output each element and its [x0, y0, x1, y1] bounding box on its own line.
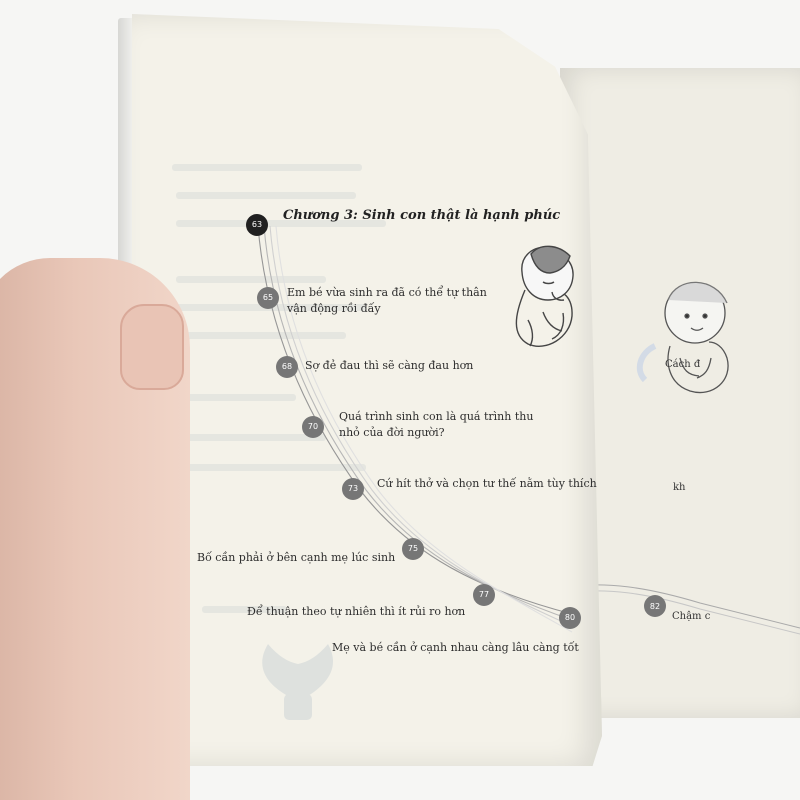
page-badge-77: 77 — [473, 584, 495, 606]
toc-item-73[interactable]: Cứ hít thở và chọn tư thế nằm tùy thích — [377, 477, 597, 490]
chapter-page-badge: 63 — [246, 214, 268, 236]
next-page-text-1: Cách đ — [665, 359, 701, 370]
toc-item-70[interactable] — [339, 409, 533, 441]
page-badge-80: 80 — [559, 607, 581, 629]
page-badge-75: 75 — [402, 538, 424, 560]
page-badge-70: 70 — [302, 416, 324, 438]
toc-item-65-line2: vận động rồi đấy — [287, 302, 381, 315]
toc-item-70-line2: nhỏ của đời người? — [339, 426, 445, 439]
toc-item-77[interactable]: Để thuận theo tự nhiên thì ít rủi ro hơn — [247, 605, 466, 618]
toc-item-80[interactable]: Mẹ và bé cần ở cạnh nhau càng lâu càng tốt — [332, 641, 579, 654]
toc-item-65[interactable] — [287, 285, 487, 317]
chapter-title: Chương 3: Sinh con thật là hạnh phúc — [283, 208, 561, 223]
next-page-badge-label: 82 — [649, 602, 661, 611]
next-page-text-3: kh — [673, 482, 686, 493]
page-badge-73: 73 — [342, 478, 364, 500]
toc-item-68[interactable]: Sợ đẻ đau thì sẽ càng đau hơn — [305, 359, 474, 372]
toc-item-70-line1: Quá trình sinh con là quá trình thu — [339, 410, 534, 423]
toc-item-65-line1: Em bé vừa sinh ra đã có thể tự thân — [287, 286, 487, 299]
toc-item-75[interactable]: Bố cần phải ở bên cạnh mẹ lúc sinh — [197, 551, 396, 564]
next-page-text-2: Chậm c — [672, 611, 711, 622]
page-badge-68: 68 — [276, 356, 298, 378]
thumbnail — [120, 304, 184, 390]
baby-curled-illustration — [516, 246, 573, 346]
page-badge-65: 65 — [257, 287, 279, 309]
